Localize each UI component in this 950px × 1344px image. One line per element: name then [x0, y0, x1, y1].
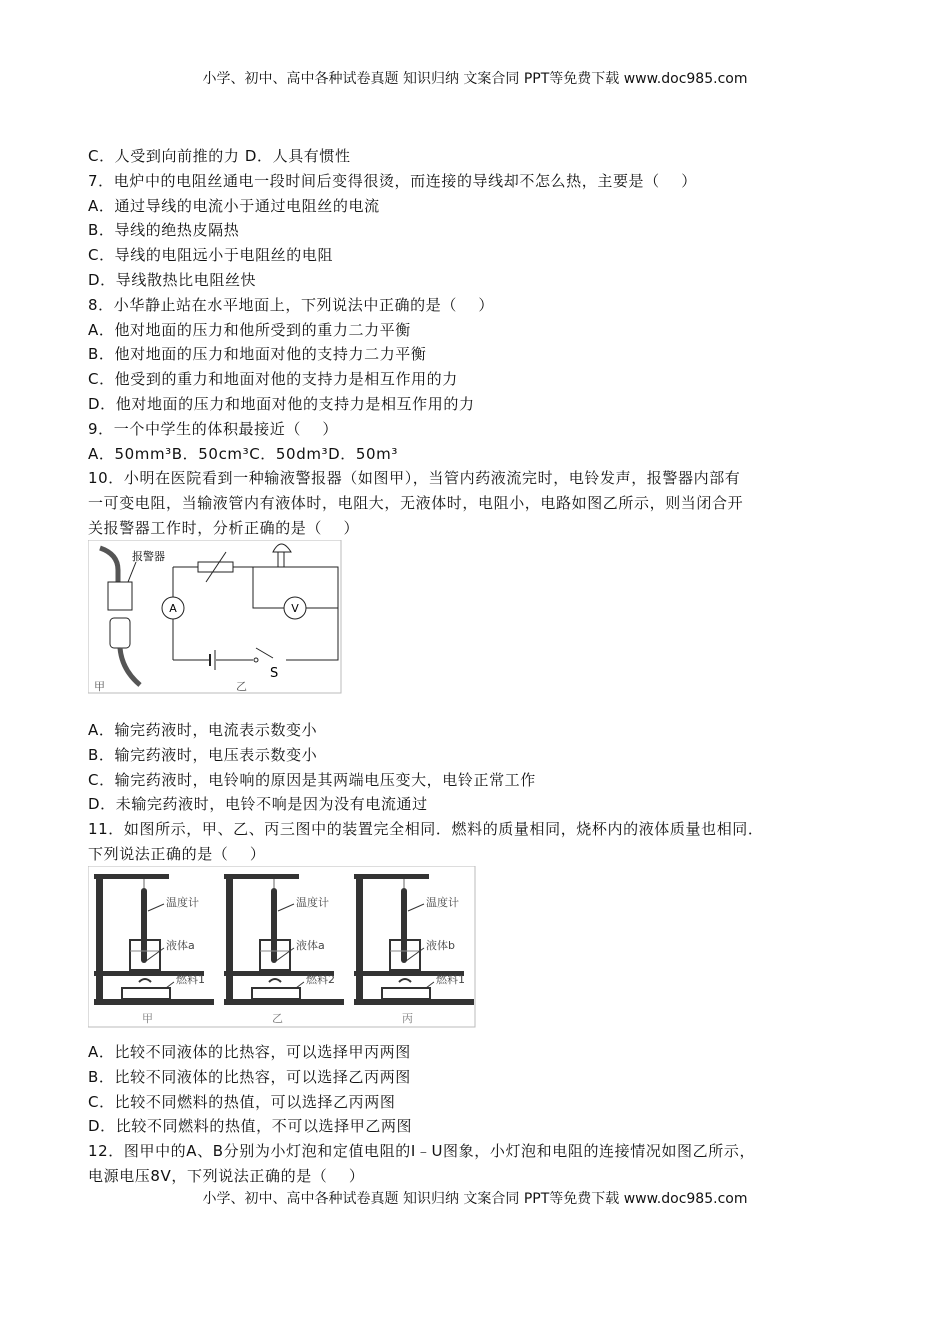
figure-label: 丙	[402, 1012, 413, 1025]
text-line: A．50mm³B．50cm³C．50dm³D．50m³	[88, 444, 399, 463]
figure-label: A	[169, 602, 177, 615]
figure-stroke	[354, 874, 429, 879]
figure-label: 温度计	[296, 896, 329, 909]
text-line: C．人受到向前推的力 D．人具有惯性	[88, 147, 351, 165]
figure-stroke	[110, 618, 130, 648]
figure-label: 乙	[272, 1012, 283, 1025]
text-line: B．比较不同液体的比热容，可以选择乙丙两图	[88, 1067, 411, 1086]
figure-label: 温度计	[426, 896, 459, 909]
text-line: D．他对地面的压力和地面对他的支持力是相互作用的力	[88, 395, 475, 413]
text-line: 电源电压8V，下列说法正确的是（ ）	[88, 1167, 365, 1185]
text-line: D．未输完药液时，电铃不响是因为没有电流通过	[88, 795, 428, 814]
figure-label: S	[270, 666, 279, 681]
text-line: D．导线散热比电阻丝快	[88, 271, 257, 289]
figure-stroke	[226, 874, 233, 1004]
text-line: A．通过导线的电流小于通过电阻丝的电流	[88, 196, 380, 215]
figure-stroke	[276, 948, 294, 961]
figure-label: 液体a	[296, 939, 325, 952]
text-line: 9．一个中学生的体积最接近（ ）	[88, 419, 339, 438]
text-line: C．输完药液时，电铃响的原因是其两端电压变大，电铃正常工作	[88, 770, 536, 789]
fuel-lamp	[252, 988, 300, 999]
text-line: B．输完药液时，电压表示数变小	[88, 745, 318, 764]
figure-label: 燃料2	[306, 973, 335, 986]
figure-stroke	[120, 648, 140, 685]
text-line: 一可变电阻，当输液管内有液体时，电阻大，无液体时，电阻小，电路如图乙所示，则当闭合开	[88, 494, 744, 513]
figure-stroke	[406, 948, 424, 961]
page-footer: 小学、初中、高中各种试卷真题 知识归纳 文案合同 PPT等免费下载 www.doc985.com	[202, 1191, 748, 1207]
bell-icon	[273, 544, 291, 552]
figure-label: V	[291, 602, 299, 615]
text-line: D．比较不同燃料的热值，不可以选择甲乙两图	[88, 1117, 413, 1136]
switch	[254, 658, 258, 662]
apparatus-panel	[94, 874, 214, 1025]
text-line: 下列说法正确的是（ ）	[88, 845, 266, 863]
text-line: A．输完药液时，电流表示数变小	[88, 721, 318, 739]
figure-label: 液体b	[426, 939, 455, 952]
text-line: C．导线的电阻远小于电阻丝的电阻	[88, 246, 334, 265]
figure-stroke	[278, 904, 294, 911]
thermometer	[141, 888, 147, 963]
figure-stroke	[148, 904, 164, 911]
figure-stroke	[128, 562, 136, 582]
text-line: 10．小明在医院看到一种输液警报器（如图甲），当管内药液流完时，电铃发声，报警器内部有	[88, 469, 741, 488]
figure-infusion-alarm	[88, 540, 342, 694]
flame-icon	[139, 979, 151, 982]
infusion-tube	[100, 548, 118, 585]
flame-icon	[399, 979, 411, 982]
figure-stroke	[408, 904, 424, 911]
flame-icon	[269, 979, 281, 982]
text-line: C．比较不同燃料的热值，可以选择乙丙两图	[88, 1092, 396, 1111]
figure-stroke	[278, 552, 284, 567]
apparatus-panel	[354, 874, 474, 1025]
text-line: 12．图甲中的A、B分别为小灯泡和定值电阻的I﹣U图象，小灯泡和电阻的连接情况如图乙所示，	[88, 1142, 756, 1161]
text-line: 7．电炉中的电阻丝通电一段时间后变得很烫，而连接的导线却不怎么热，主要是（ ）	[88, 171, 697, 190]
text-line: B．他对地面的压力和地面对他的支持力二力平衡	[88, 345, 427, 364]
figure-label: 温度计	[166, 896, 199, 909]
alarm-device	[108, 582, 132, 610]
text-line: A．比较不同液体的比热容，可以选择甲丙两图	[88, 1043, 411, 1061]
figure-label: 液体a	[166, 939, 195, 952]
thermometer	[401, 888, 407, 963]
fuel-lamp	[382, 988, 430, 999]
thermometer	[271, 888, 277, 963]
alarm-label: 报警器	[132, 550, 165, 563]
figure-label: 燃料1	[176, 973, 205, 986]
figure-stroke	[224, 874, 299, 879]
figure-heating-apparatus	[88, 866, 476, 1028]
text-line: 关报警器工作时，分析正确的是（ ）	[88, 519, 360, 537]
figure-stroke	[96, 874, 103, 1004]
text-line: A．他对地面的压力和他所受到的重力二力平衡	[88, 320, 411, 339]
page-header: 小学、初中、高中各种试卷真题 知识归纳 文案合同 PPT等免费下载 www.doc985.com	[202, 71, 748, 87]
text-line: 11．如图所示，甲、乙、丙三图中的装置完全相同．燃料的质量相同，烧杯内的液体质量也相同．	[88, 820, 764, 839]
text-line: 8．小华静止站在水平地面上，下列说法中正确的是（ ）	[88, 295, 495, 314]
figure-label: 乙	[236, 680, 247, 693]
apparatus-panel	[224, 874, 344, 1025]
figure-stroke	[146, 948, 164, 961]
figure-label: 甲	[94, 680, 105, 693]
figure-stroke	[94, 874, 169, 879]
fuel-lamp	[122, 988, 170, 999]
figure-label: 燃料1	[436, 973, 465, 986]
figure-label: 甲	[142, 1012, 153, 1025]
text-line: B．导线的绝热皮隔热	[88, 221, 240, 240]
figure-stroke	[173, 567, 338, 660]
text-line: C．他受到的重力和地面对他的支持力是相互作用的力	[88, 370, 458, 389]
figure-stroke	[356, 874, 363, 1004]
